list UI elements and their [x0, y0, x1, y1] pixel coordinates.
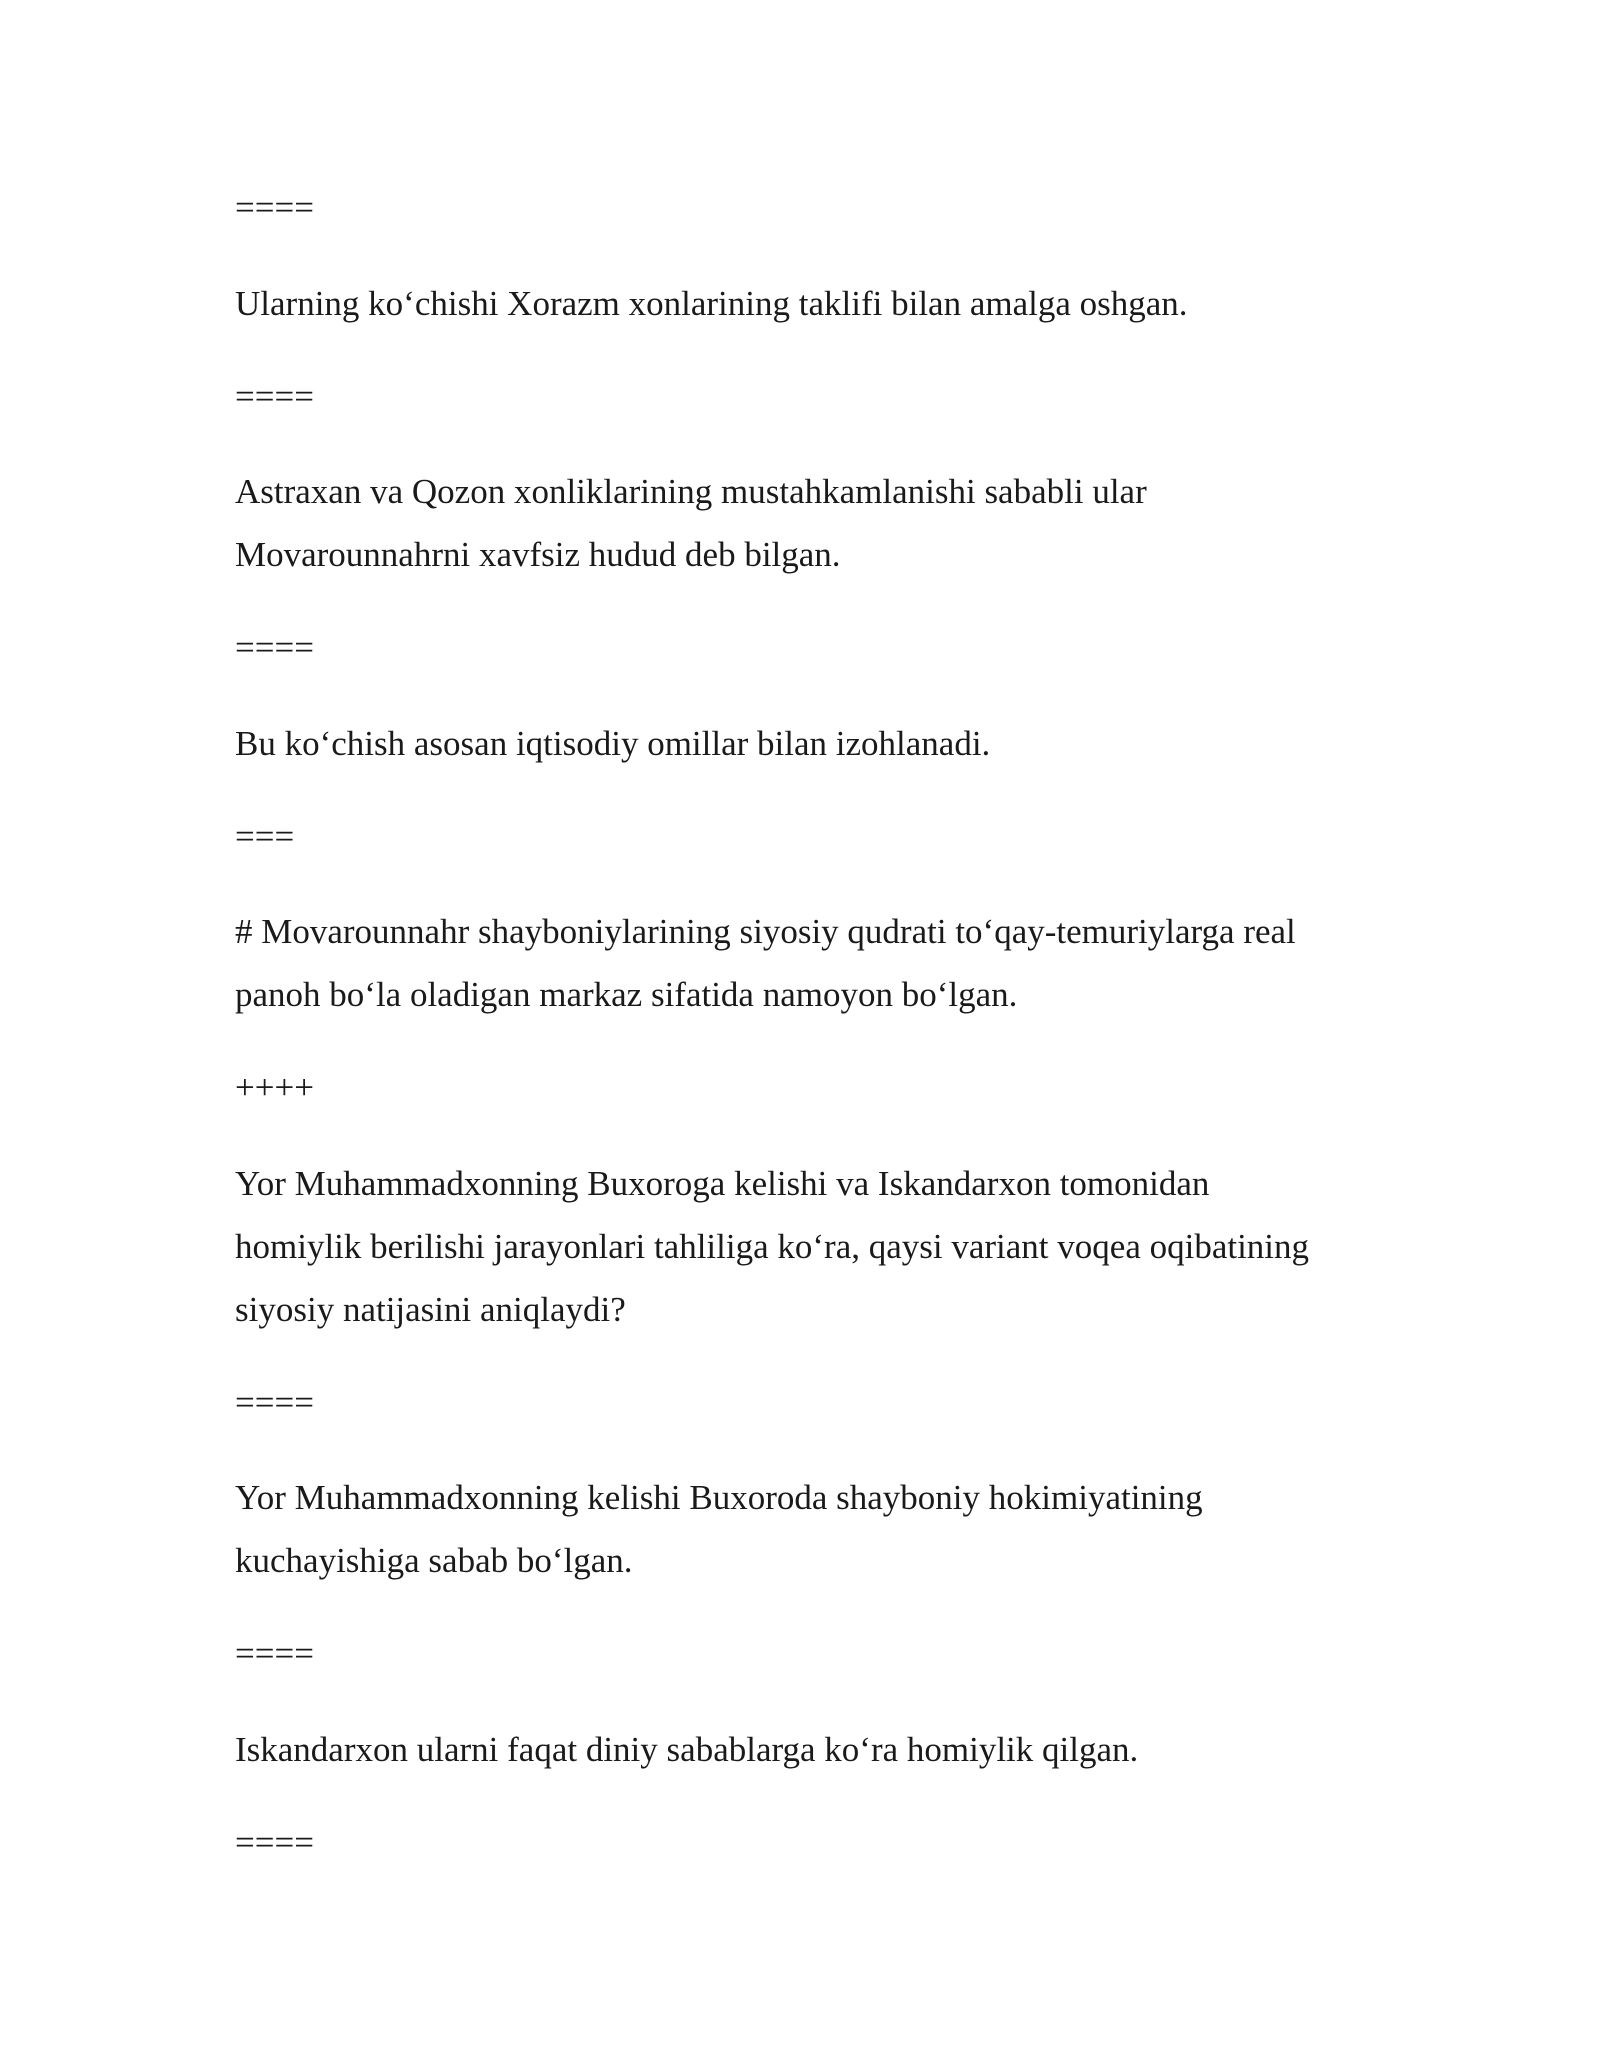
separator: ==== [235, 188, 314, 227]
separator: ==== [235, 628, 314, 667]
question-text: homiylik berilishi jarayonlari tahliliga ko‘ra, qaysi variant voqea oqibatining [235, 1227, 1310, 1266]
correct-answer-text: # Movarounnahr shayboniylarining siyosiy qudrati to‘qay-temuriylarga real [235, 912, 1296, 951]
separator: ==== [235, 377, 314, 416]
answer-option-text: Ularning ko‘chishi Xorazm xonlarining taklifi bilan amalga oshgan. [235, 284, 1188, 323]
question-text: Yor Muhammadxonning Buxoroga kelishi va Iskandarxon tomonidan [235, 1164, 1210, 1203]
separator: ==== [235, 1634, 314, 1673]
separator: ==== [235, 1383, 314, 1422]
separator: === [235, 817, 295, 856]
question-separator: ++++ [235, 1068, 314, 1107]
separator: ==== [235, 1823, 314, 1862]
answer-option-text: Astraxan va Qozon xonliklarining mustahkamlanishi sababli ular [235, 472, 1147, 511]
answer-option-text: Yor Muhammadxonning kelishi Buxoroda shayboniy hokimiyatining [235, 1478, 1203, 1517]
answer-option-text: Bu ko‘chish asosan iqtisodiy omillar bilan izohlanadi. [235, 724, 991, 763]
answer-option-text: Iskandarxon ularni faqat diniy sabablarga ko‘ra homiylik qilgan. [235, 1730, 1139, 1769]
correct-answer-text: panoh bo‘la oladigan markaz sifatida namoyon bo‘lgan. [235, 975, 1018, 1014]
answer-option-text: kuchayishiga sabab bo‘lgan. [235, 1541, 633, 1580]
question-text: siyosiy natijasini aniqlaydi? [235, 1290, 626, 1329]
answer-option-text: Movarounnahrni xavfsiz hudud deb bilgan. [235, 535, 841, 574]
